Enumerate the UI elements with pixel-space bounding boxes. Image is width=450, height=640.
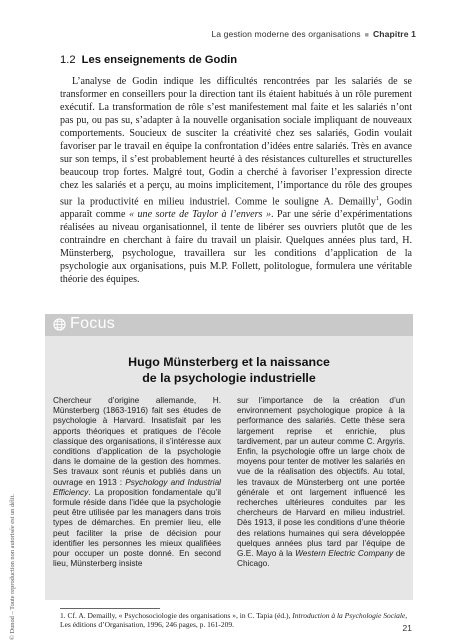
focus-label [53,315,115,333]
body-paragraph [60,76,412,287]
copyright-side-note [9,400,21,640]
section-number: 1.2 [60,54,76,66]
section-heading [60,54,237,66]
footnote-a: 1. Cf. A. Demailly, « Psychosociologie des organisations », in C. Tapia (éd.), [60,611,293,620]
focus-title-line-1: Hugo Münsterberg et la naissance [128,355,330,369]
focus-column-left [53,396,221,569]
globe-icon [53,318,66,331]
focus-banner [45,314,413,336]
body-paragraph-start: L’analyse de Godin indique les difficultés rencontrées par les salariés de se transformer en conseillers pour la direction tant ils étaient habitués à un rôle purement exécutif. La transformation de rôle s’est manifestement mal faite et les salariés n’ont pas pu, ou pas su, s’adapter à la nouvelle organisation sociale impliquant de nouveaux comportements. Soucieux de susciter la créativité chez ses salariés, Godin voulait favoriser par le travail en équipe la confrontation d’idées entre salariés. Très en avance sur son temps, il s’est probablement heurté à des résistances culturelles et structurelles beaucoup trop fortes. Malgré tout, Godin a cherché à favoriser l’expression directe chez les salariés et a perçu, au moins implicitement, l’importance du rôle des groupes sur la productivité en milieu industriel. Comme le souligne A. Demailly [60,76,412,207]
footnote-ref: 1 [375,194,380,202]
footnote-b: , Les éditions d’Organisation, 1996, 246 pages, p. 161-209. [60,611,408,630]
focus-right-a: sur l’importance de la création d’un environnement psychologique propice à la performance des salariés. Cette thèse sera largement reprise et enrichie, plus tardivement, par un auteur comme C. Argyris. Enfin, la psychologie offre un large choix de moyens pour tenter de motiver les salariés en vue de la réalisation des objectifs. Au total, les travaux de Münsterberg ont une portée générale et ont largement influencé les recherches ultérieures conduites par les chercheurs de Harvard en milieu industriel. Dès 1913, il pose les conditions d’une théorie des relations humaines qui sera développée quelques années plus tard par l’équipe de G.E. Mayo à la [237,396,405,559]
footnote-book: Introduction à la Psychologie Sociale [292,611,406,620]
running-title: La gestion moderne des organisations [211,29,361,39]
focus-box [45,336,413,600]
company-name: Western Electric Company [295,549,394,559]
focus-column-right [237,396,405,569]
body-paragraph-mid: , Godin apparaît comme [60,195,412,220]
chapter-label: Chapitre 1 [372,29,416,39]
focus-left-a: Chercheur d’origine allemande, H. Münsterberg (1863-1916) fait ses études de psychologie à Harvard. Insatisfait par les apports théoriques et pratiques de l’école classique des organisations, il s’intéresse aux conditions d’application de la psychologie dans le domaine de la gestion des hommes. Ses travaux sont réunis et publiés dans un ouvrage en 1913 : [53,396,221,487]
page-number: 21 [402,623,412,633]
focus-left-b: . La proposition fondamentale qu’il formule réside dans l’idée que la psychologie peut être utilisée par les managers dans trois types de démarches. En premier lieu, elle peut faciliter la prise de décision pour identifier les personnes les mieux qualifiées pour occuper un poste donné. En second lieu, Münsterberg insiste [53,487,221,569]
book-title: Psychology and Industrial Efficiency [53,477,222,497]
body-text [60,76,412,287]
copyright-text: © Dunod – Toute reproduction non autorisée est un délit. [9,494,16,640]
running-header [211,29,416,39]
focus-title-line-2: de la psychologie industrielle [142,371,316,385]
taylor-quote: « une sorte de Taylor à l’envers » [128,208,272,220]
separator: ■ [364,32,369,39]
focus-right-text [237,396,405,569]
focus-title [45,354,413,386]
focus-left-text [53,396,221,569]
focus-text: Focus [70,315,116,332]
section-title: Les enseignements de Godin [81,54,238,66]
body-paragraph-end: . Par une série d’expérimentations réalisées au niveau organisationnel, il tente de libérer ses ouvriers plutôt que de les contraindre en cherchant à faire du travail un plaisir. Quelques années plus tard, H. Münsterberg, psychologue, travaillera sur les conditions d’application de la psychologie aux organisations, puis M.P. Follett, politologue, formulera une véritable théorie des équipes. [60,208,413,285]
footnote-divider [60,608,160,609]
footnote [60,611,412,630]
focus-right-b: de Chicago. [237,549,405,569]
